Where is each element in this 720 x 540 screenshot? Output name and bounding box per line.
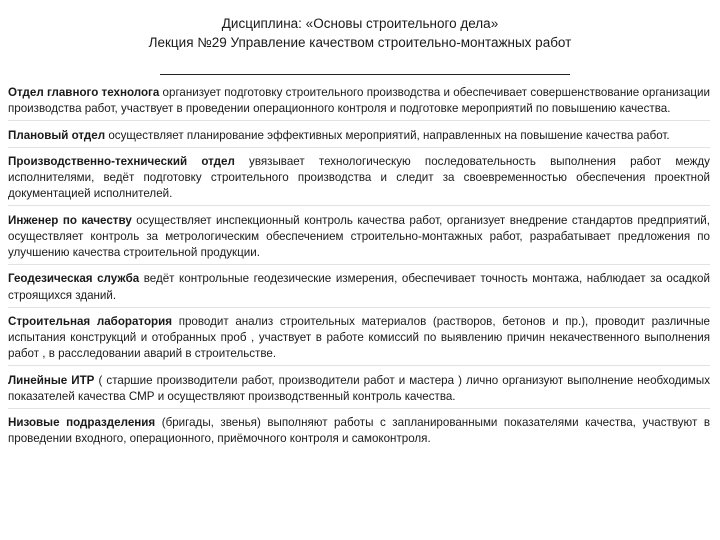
- document-body: [8, 85, 710, 457]
- paragraph-text: увязывает технологическую последовательность выполнения работ между исполнителями, ведёт подготовку строительного производства и следит за своевременностью обеспечения проектной документацией исполнителей.: [8, 155, 710, 201]
- document-header: [0, 14, 720, 52]
- paragraph-line-engineers: [8, 373, 710, 409]
- paragraph-text: осуществляет инспекционный контроль качества работ, организует внедрение стандартов предприятий, осуществляет контроль за метрологическим обеспечением строительно-монтажных работ, разрабатывает предложения по улучшению качества строительной продукции.: [8, 213, 711, 259]
- paragraph-text: организует подготовку строительного производства и обеспечивает совершенствование организации производства работ, участвует в проведении операционного контроля и подготовке мероприятий по повышению качества.: [8, 86, 710, 116]
- paragraph-term: Низовые подразделения: [8, 416, 156, 430]
- paragraph-term: Строительная лаборатория: [8, 314, 173, 328]
- paragraph-low-level-units: [8, 415, 710, 450]
- paragraph-text: осуществляет планирование эффективных мероприятий, направленных на повышение качества работ.: [105, 128, 670, 142]
- paragraph-production-technical-department: [8, 154, 710, 206]
- paragraph-text: ( старшие производители работ, производители работ и мастера ) лично организуют выполнение необходимых показателей качества СМР и осуществляют производственный контроль качества.: [8, 373, 711, 403]
- discipline-title: Дисциплина: «Основы строительного дела»: [221, 16, 499, 31]
- paragraph-text: ведёт контрольные геодезические измерения, обеспечивает точность монтажа, наблюдает за осадкой строящихся зданий.: [8, 272, 710, 302]
- paragraph-text: (бригады, звенья) выполняют работы с запланированными показателями качества, участвуют в проведении входного, операционного, приёмочного контроля и самоконтроля.: [8, 416, 710, 446]
- paragraph-term: Геодезическая служба: [8, 272, 140, 286]
- paragraph-term: Отдел главного технолога: [8, 86, 160, 99]
- paragraph-planning-department: [8, 128, 710, 148]
- paragraph-term: Инженер по качеству: [8, 213, 132, 227]
- lecture-title: Лекция №29 Управление качеством строительно-монтажных работ: [148, 35, 572, 50]
- paragraph-term: Плановый отдел: [8, 128, 106, 142]
- paragraph-quality-engineer: [8, 213, 710, 265]
- paragraph-geodetic-service: [8, 271, 710, 307]
- paragraph-chief-technologist: [8, 85, 710, 121]
- paragraph-construction-laboratory: [8, 314, 710, 366]
- paragraph-term: Линейные ИТР: [8, 373, 95, 387]
- paragraph-text: проводит анализ строительных материалов (растворов, бетонов и пр.), проводит различные испытания конструкций и отобранных проб , участвует в работе комиссий по выявлению причин некачественного выполнения работ , в расследовании аварий в строительстве.: [8, 314, 710, 361]
- title-divider: [160, 74, 570, 75]
- paragraph-term: Производственно-технический отдел: [8, 155, 235, 169]
